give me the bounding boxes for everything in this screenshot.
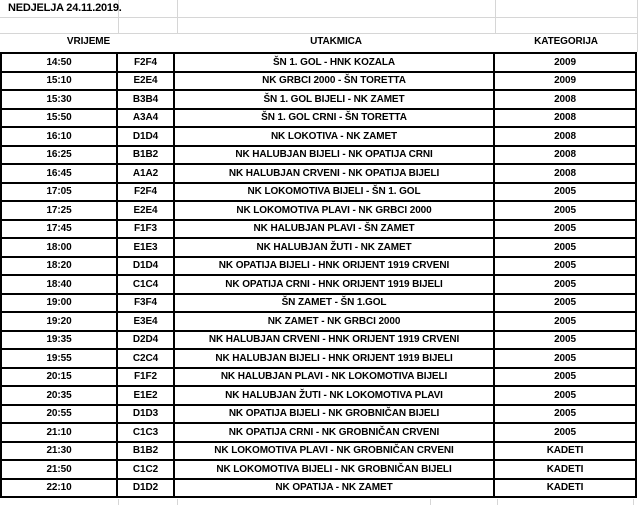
table-row <box>2 369 635 388</box>
cell-category: KADETI <box>546 463 584 475</box>
table-row <box>2 165 635 184</box>
cell-match: NK OPATIJA - NK ZAMET <box>175 480 495 497</box>
table-row <box>2 387 635 406</box>
cell-match: NK LOKOMOTIVA PLAVI - NK GROBNIČAN CRVENI <box>175 443 495 460</box>
table-row <box>2 295 635 314</box>
cell-time: 20:15 <box>2 369 118 386</box>
cell-time: 19:00 <box>2 295 118 312</box>
cell-time: 18:20 <box>2 258 118 275</box>
table-row <box>2 239 635 258</box>
cell-code: C1C4 <box>118 276 175 293</box>
cell-category: 2008 <box>554 112 576 124</box>
table-row <box>2 202 635 221</box>
cell-code: E2E4 <box>118 73 175 90</box>
gridline <box>637 0 638 52</box>
table-row <box>2 480 635 497</box>
cell-time: 19:55 <box>2 350 118 367</box>
cell-time: 20:35 <box>2 387 118 404</box>
cell-category: 2005 <box>554 260 576 272</box>
column-header-utakmica: UTAKMICA <box>310 36 362 47</box>
table-row <box>2 221 635 240</box>
cell-match: NK OPATIJA BIJELI - NK GROBNIČAN BIJELI <box>175 406 495 423</box>
cell-code: B3B4 <box>118 91 175 108</box>
cell-category: KADETI <box>546 482 584 494</box>
cell-match: NK HALUBJAN PLAVI - NK LOKOMOTIVA BIJELI <box>175 369 495 386</box>
cell-match: NK HALUBJAN PLAVI - ŠN ZAMET <box>175 221 495 238</box>
table-row <box>2 443 635 462</box>
gridline <box>495 0 496 33</box>
gridline <box>118 499 119 505</box>
cell-code: F3F4 <box>118 295 175 312</box>
table-row <box>2 313 635 332</box>
cell-time: 17:45 <box>2 221 118 238</box>
column-header-vrijeme: VRIJEME <box>66 36 111 47</box>
schedule-table <box>0 52 637 498</box>
cell-match: NK ZAMET - NK GRBCI 2000 <box>175 313 495 330</box>
cell-code: E3E4 <box>118 313 175 330</box>
cell-match: NK OPATIJA CRNI - NK GROBNIČAN CRVENI <box>175 424 495 441</box>
cell-time: 19:35 <box>2 332 118 349</box>
cell-code: F2F4 <box>118 54 175 71</box>
cell-time: 19:20 <box>2 313 118 330</box>
table-row <box>2 332 635 351</box>
cell-time: 16:25 <box>2 147 118 164</box>
cell-time: 16:10 <box>2 128 118 145</box>
gridline <box>633 499 634 505</box>
gridline <box>177 0 178 33</box>
cell-time: 21:50 <box>2 461 118 478</box>
cell-code: A1A2 <box>118 165 175 182</box>
cell-match: NK LOKOTIVA - NK ZAMET <box>175 128 495 145</box>
cell-code: A3A4 <box>118 110 175 127</box>
cell-category: 2005 <box>554 278 576 290</box>
table-row <box>2 350 635 369</box>
cell-match: NK HALUBJAN BIJELI - HNK ORIJENT 1919 BIJELI <box>175 350 495 367</box>
cell-category: 2005 <box>554 241 576 253</box>
table-row <box>2 147 635 166</box>
cell-time: 21:30 <box>2 443 118 460</box>
cell-code: C2C4 <box>118 350 175 367</box>
cell-match: NK HALUBJAN CRVENI - NK OPATIJA BIJELI <box>175 165 495 182</box>
cell-time: 20:55 <box>2 406 118 423</box>
cell-category: 2005 <box>554 334 576 346</box>
gridline <box>497 499 498 505</box>
cell-category: 2008 <box>554 93 576 105</box>
table-row <box>2 128 635 147</box>
table-row <box>2 406 635 425</box>
cell-code: E1E3 <box>118 239 175 256</box>
cell-category: 2009 <box>554 75 576 87</box>
cell-code: D1D3 <box>118 406 175 423</box>
cell-match: NK OPATIJA CRNI - HNK ORIJENT 1919 BIJELI <box>175 276 495 293</box>
column-header-kategorija: KATEGORIJA <box>534 36 598 47</box>
cell-category: 2005 <box>554 371 576 383</box>
cell-code: D1D4 <box>118 128 175 145</box>
table-row <box>2 276 635 295</box>
cell-category: 2008 <box>554 130 576 142</box>
cell-category: 2008 <box>554 167 576 179</box>
cell-category: KADETI <box>546 445 584 457</box>
cell-match: NK LOKOMOTIVA BIJELI - NK GROBNIČAN BIJELI <box>175 461 495 478</box>
cell-category: 2005 <box>554 389 576 401</box>
cell-match: NK HALUBJAN ŽUTI - NK ZAMET <box>175 239 495 256</box>
cell-code: C1C2 <box>118 461 175 478</box>
cell-code: E2E4 <box>118 202 175 219</box>
table-row <box>2 110 635 129</box>
gridline <box>0 33 637 34</box>
cell-category: 2005 <box>554 408 576 420</box>
cell-category: 2005 <box>554 426 576 438</box>
cell-category: 2009 <box>554 56 576 68</box>
cell-category: 2005 <box>554 297 576 309</box>
cell-match: NK OPATIJA BIJELI - HNK ORIJENT 1919 CRVENI <box>175 258 495 275</box>
gridline <box>430 499 431 505</box>
cell-code: F2F4 <box>118 184 175 201</box>
cell-time: 18:40 <box>2 276 118 293</box>
cell-code: F1F3 <box>118 221 175 238</box>
cell-time: 16:45 <box>2 165 118 182</box>
cell-code: B1B2 <box>118 147 175 164</box>
gridline <box>0 17 637 18</box>
table-row <box>2 461 635 480</box>
gridline <box>177 499 178 505</box>
cell-code: C1C3 <box>118 424 175 441</box>
cell-match: ŠN ZAMET - ŠN 1.GOL <box>175 295 495 312</box>
cell-time: 22:10 <box>2 480 118 497</box>
table-row <box>2 54 635 73</box>
cell-category: 2008 <box>554 149 576 161</box>
cell-match: NK LOKOMOTIVA BIJELI - ŠN 1. GOL <box>175 184 495 201</box>
cell-code: F1F2 <box>118 369 175 386</box>
table-row <box>2 424 635 443</box>
cell-time: 15:50 <box>2 110 118 127</box>
cell-match: NK HALUBJAN ŽUTI - NK LOKOMOTIVA PLAVI <box>175 387 495 404</box>
cell-code: B1B2 <box>118 443 175 460</box>
cell-category: 2005 <box>554 223 576 235</box>
cell-category: 2005 <box>554 186 576 198</box>
table-row <box>2 73 635 92</box>
cell-code: D2D4 <box>118 332 175 349</box>
cell-category: 2005 <box>554 315 576 327</box>
table-row <box>2 258 635 277</box>
cell-code: D1D2 <box>118 480 175 497</box>
cell-code: E1E2 <box>118 387 175 404</box>
cell-time: 14:50 <box>2 54 118 71</box>
table-row <box>2 91 635 110</box>
sheet-title: NEDJELJA 24.11.2019. <box>8 2 122 14</box>
cell-category: 2005 <box>554 352 576 364</box>
cell-time: 15:10 <box>2 73 118 90</box>
table-row <box>2 184 635 203</box>
cell-time: 17:25 <box>2 202 118 219</box>
cell-match: NK LOKOMOTIVA PLAVI - NK GRBCI 2000 <box>175 202 495 219</box>
cell-time: 21:10 <box>2 424 118 441</box>
cell-time: 15:30 <box>2 91 118 108</box>
cell-time: 18:00 <box>2 239 118 256</box>
cell-match: ŠN 1. GOL - HNK KOZALA <box>175 54 495 71</box>
cell-category: 2005 <box>554 204 576 216</box>
cell-match: NK GRBCI 2000 - ŠN TORETTA <box>175 73 495 90</box>
cell-time: 17:05 <box>2 184 118 201</box>
cell-match: NK HALUBJAN CRVENI - HNK ORIJENT 1919 CRVENI <box>175 332 495 349</box>
cell-match: NK HALUBJAN BIJELI - NK OPATIJA CRNI <box>175 147 495 164</box>
cell-match: ŠN 1. GOL BIJELI - NK ZAMET <box>175 91 495 108</box>
cell-code: D1D4 <box>118 258 175 275</box>
cell-match: ŠN 1. GOL CRNI - ŠN TORETTA <box>175 110 495 127</box>
